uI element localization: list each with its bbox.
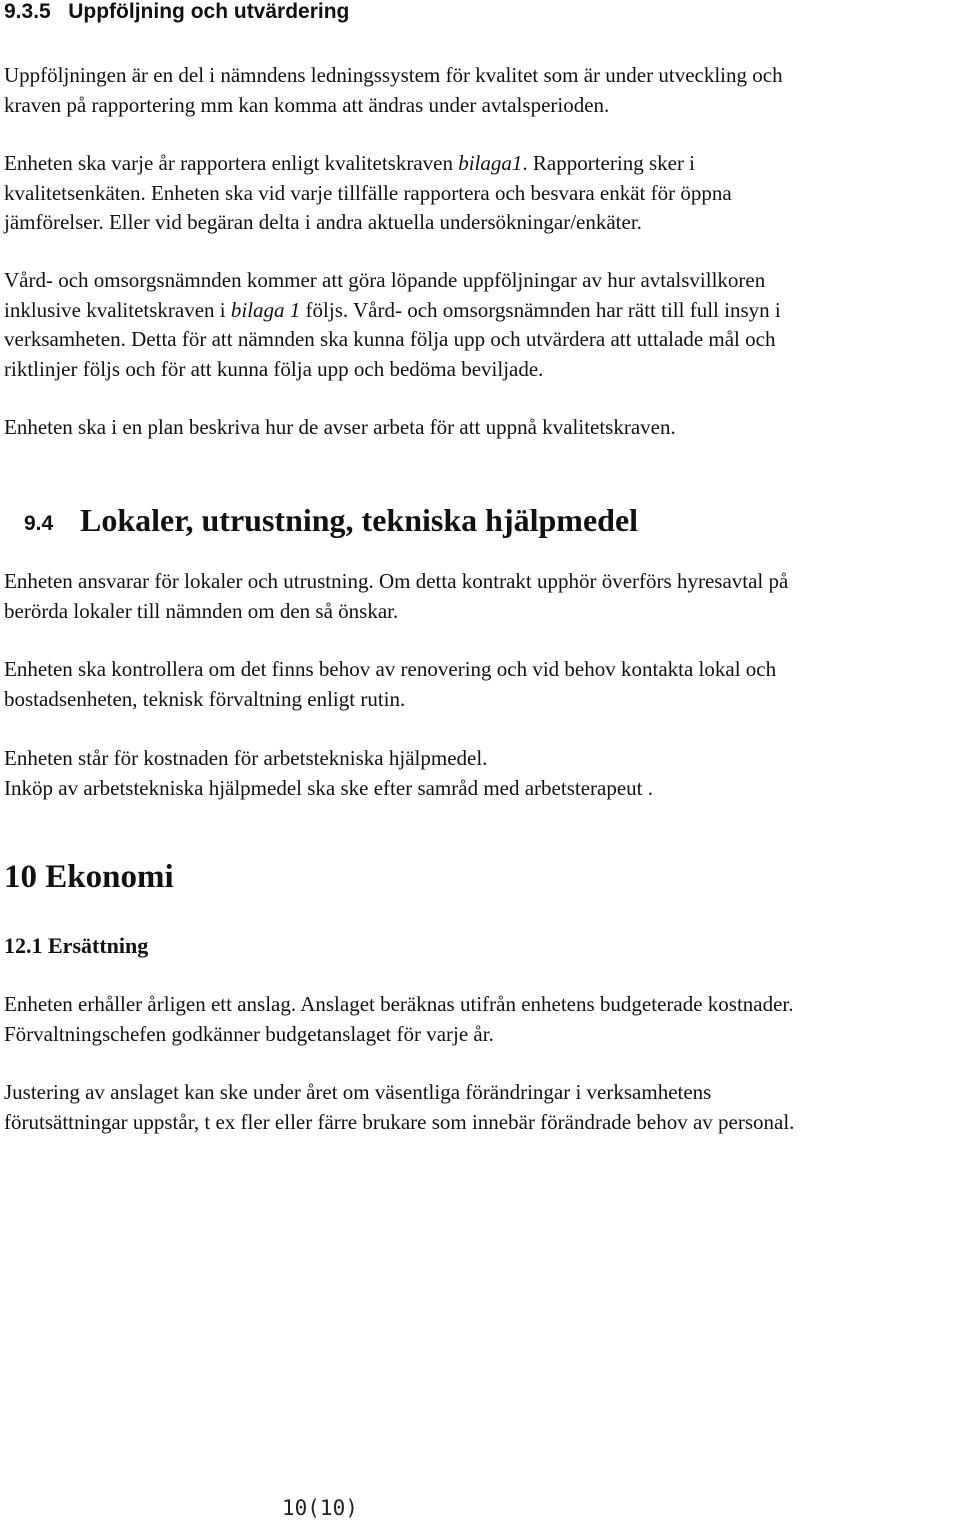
paragraph-renovation [4,655,960,714]
text-line: Enheten erhåller årligen ett anslag. Anslaget beräknas utifrån enhetens budgeterade kostnader. [4,992,794,1016]
text-line: riktlinjer följs och för att kunna följa upp och bedöma beviljade. [4,356,544,381]
text-run: . Rapportering sker i [522,151,696,175]
text-line: Enheten ska kontrollera om det finns behov av renovering och vid behov kontakta lokal och [4,657,777,681]
text-run: inklusive kvalitetskraven i [4,297,231,322]
text-line: Uppföljningen är en del i nämndens ledningssystem för kvalitet som är under utveckling och [4,63,783,87]
paragraph-quality-plan [4,413,960,443]
heading-9-3-5 [4,0,349,26]
page-number: 10(10) [282,1496,358,1520]
heading-12-1-compensation: 12.1 Ersättning [4,933,149,958]
paragraph-allocation [4,990,960,1049]
text-line: Inköp av arbetstekniska hjälpmedel ska ske efter samråd med arbetsterapeut . [4,775,654,800]
italic-reference: bilaga 1 [230,297,301,322]
heading-title: Lokaler, utrustning, tekniska hjälpmedel [80,502,639,538]
text-line: Vård- och omsorgsnämnden kommer att göra löpande uppföljningar av hur avtalsvillkoren [4,268,766,292]
text-run: följs. Vård- och omsorgsnämnden har rätt till full insyn i [300,297,781,322]
text-line: berörda lokaler till nämnden om den så önskar. [4,598,399,623]
text-line: förutsättningar uppstår, t ex fler eller färre brukare som innebär förändrade behov av personal. [4,1109,795,1134]
text-line: Enheten står för kostnaden för arbetstekniska hjälpmedel. [4,746,488,770]
heading-title: Uppföljning och utvärdering [68,0,350,23]
text-run: Enheten ska varje år rapportera enligt kvalitetskraven [4,151,459,175]
text-line [4,296,960,326]
paragraph-premises [4,567,960,626]
paragraph-reporting [4,149,960,238]
text-line: Justering av anslaget kan ske under året om väsentliga förändringar i verksamhetens [4,1080,712,1104]
text-line: Förvaltningschefen godkänner budgetanslaget för varje år. [4,1021,494,1046]
text-line [4,149,960,179]
text-line: Enheten ska i en plan beskriva hur de avser arbeta för att uppnå kvalitetskraven. [4,415,676,439]
heading-10-economy: 10 Ekonomi [4,859,174,895]
text-line: kraven på rapportering mm kan komma att ändras under avtalsperioden. [4,92,610,117]
text-line: bostadsenheten, teknisk förvaltning enligt rutin. [4,686,406,711]
paragraph-followup-intro [4,61,960,120]
text-line: kvalitetsenkäten. Enheten ska vid varje tillfälle rapportera och besvara enkät för öppna [4,180,732,205]
paragraph-committee-followup [4,266,960,384]
paragraph-adjustment [4,1078,960,1137]
text-line: verksamheten. Detta för att nämnden ska kunna följa upp och utvärdera att uttalade mål och [4,327,776,351]
heading-number: 9.4 [24,512,54,535]
text-line: jämförelser. Eller vid begäran delta i andra aktuella undersökningar/enkäter. [4,210,642,234]
text-line: Enheten ansvarar för lokaler och utrustning. Om detta kontrakt upphör överförs hyresavtal på [4,569,789,593]
paragraph-aids [4,744,960,803]
italic-reference: bilaga1 [458,151,523,175]
heading-number: 9.3.5 [4,0,51,23]
